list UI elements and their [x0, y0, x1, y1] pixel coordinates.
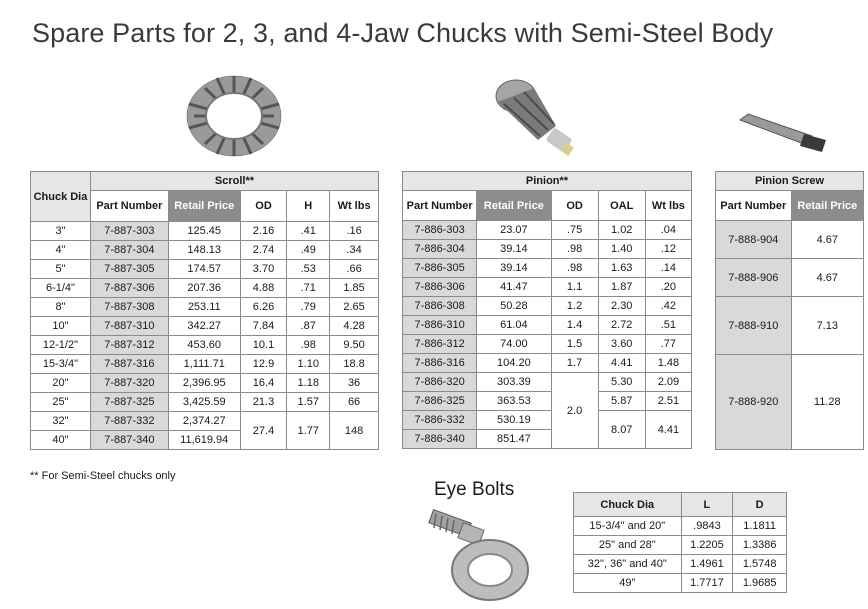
table-cell: 15-3/4": [31, 355, 91, 374]
table-cell: 2.74: [240, 241, 287, 260]
table-cell: .53: [287, 260, 330, 279]
scroll-table: [30, 171, 379, 450]
table-cell: 1.40: [598, 240, 645, 259]
table-row: [403, 297, 692, 316]
table-cell: .42: [645, 297, 691, 316]
table-row: [31, 374, 379, 393]
table-cell: .12: [645, 240, 691, 259]
table-cell: 7-886-325: [403, 392, 477, 411]
table-cell: 4.67: [791, 221, 863, 259]
table-cell: 1.77: [287, 412, 330, 450]
table-cell: .41: [287, 222, 330, 241]
table-cell: 36: [330, 374, 379, 393]
table-cell: 3": [31, 222, 91, 241]
table-row: [31, 241, 379, 260]
pinion-table: [402, 171, 692, 449]
column-header: H: [287, 191, 330, 222]
table-cell: 1.4961: [681, 555, 733, 574]
table-cell: 2,374.27: [168, 412, 240, 431]
table-cell: 7-886-303: [403, 221, 477, 240]
table-cell: 41.47: [477, 278, 551, 297]
table-cell: 5.30: [598, 373, 645, 392]
table-cell: 4.41: [598, 354, 645, 373]
table-cell: 2.51: [645, 392, 691, 411]
table-cell: 1.7717: [681, 574, 733, 593]
table-cell: 25" and 28": [574, 536, 682, 555]
table-cell: 20": [31, 374, 91, 393]
table-cell: 15-3/4" and 20": [574, 517, 682, 536]
table-cell: .51: [645, 316, 691, 335]
table-row: [31, 412, 379, 431]
table-cell: .14: [645, 259, 691, 278]
table-cell: 148: [330, 412, 379, 450]
table-cell: 1.9685: [733, 574, 787, 593]
table-cell: 16.4: [240, 374, 287, 393]
table-cell: 50.28: [477, 297, 551, 316]
table-cell: 1.10: [287, 355, 330, 374]
table-cell: .98: [551, 259, 598, 278]
table-cell: 66: [330, 393, 379, 412]
table-cell: 10.1: [240, 336, 287, 355]
table-cell: 1.1811: [733, 517, 787, 536]
table-row: [716, 297, 864, 355]
pinion-screw-table: [715, 171, 864, 450]
table-cell: .77: [645, 335, 691, 354]
table-cell: 4.41: [645, 411, 691, 449]
table-cell: 3.70: [240, 260, 287, 279]
table-row: [574, 555, 787, 574]
table-cell: 7-886-332: [403, 411, 477, 430]
table-row: [31, 222, 379, 241]
table-cell: 39.14: [477, 240, 551, 259]
table-row: [31, 355, 379, 374]
table-cell: 7-888-910: [716, 297, 792, 355]
column-header: OD: [240, 191, 287, 222]
table-cell: 303.39: [477, 373, 551, 392]
table-cell: 1.87: [598, 278, 645, 297]
table-cell: 125.45: [168, 222, 240, 241]
table-cell: 363.53: [477, 392, 551, 411]
table-cell: 23.07: [477, 221, 551, 240]
table-cell: 1.63: [598, 259, 645, 278]
table-cell: 7-887-316: [90, 355, 168, 374]
table-cell: 1.7: [551, 354, 598, 373]
table-cell: 49": [574, 574, 682, 593]
table-cell: .98: [287, 336, 330, 355]
column-header: Part Number: [403, 191, 477, 221]
table-cell: .49: [287, 241, 330, 260]
table-cell: .20: [645, 278, 691, 297]
table-row: [31, 260, 379, 279]
table-row: [716, 221, 864, 259]
table-cell: 1.02: [598, 221, 645, 240]
table-cell: 61.04: [477, 316, 551, 335]
table-cell: 25": [31, 393, 91, 412]
pinion-gear-image: [490, 74, 580, 158]
table-cell: 12.9: [240, 355, 287, 374]
column-header: L: [681, 493, 733, 517]
table-row: [403, 373, 692, 392]
table-row: [31, 279, 379, 298]
table-cell: 4.28: [330, 317, 379, 336]
table-cell: 11.28: [791, 355, 863, 450]
table-cell: 21.3: [240, 393, 287, 412]
table-cell: 1.4: [551, 316, 598, 335]
table-row: [403, 278, 692, 297]
table-cell: 7-887-320: [90, 374, 168, 393]
table-cell: .71: [287, 279, 330, 298]
column-header: Retail Price: [477, 191, 551, 221]
table-row: [403, 392, 692, 411]
table-row: [403, 240, 692, 259]
table-cell: 5": [31, 260, 91, 279]
table-cell: 4.88: [240, 279, 287, 298]
table-cell: 7-886-308: [403, 297, 477, 316]
eye-bolts-table: [573, 492, 787, 593]
table-cell: 7-886-312: [403, 335, 477, 354]
table-cell: .87: [287, 317, 330, 336]
table-cell: .98: [551, 240, 598, 259]
table-row: [403, 335, 692, 354]
column-header: OAL: [598, 191, 645, 221]
table-cell: 1.18: [287, 374, 330, 393]
table-row: [574, 536, 787, 555]
table-cell: 1.5: [551, 335, 598, 354]
column-header: Retail Price: [168, 191, 240, 222]
column-header: Part Number: [716, 191, 792, 221]
table-cell: .9843: [681, 517, 733, 536]
table-cell: 1.57: [287, 393, 330, 412]
table-cell: 1.5748: [733, 555, 787, 574]
table-cell: 342.27: [168, 317, 240, 336]
table-cell: 7-887-308: [90, 298, 168, 317]
table-cell: 530.19: [477, 411, 551, 430]
table-cell: 40": [31, 431, 91, 450]
table-cell: 6-1/4": [31, 279, 91, 298]
table-row: [403, 259, 692, 278]
table-cell: 39.14: [477, 259, 551, 278]
table-row: [403, 221, 692, 240]
table-cell: 18.8: [330, 355, 379, 374]
table-cell: 7-888-904: [716, 221, 792, 259]
table-row: [574, 517, 787, 536]
table-cell: .79: [287, 298, 330, 317]
table-cell: 1.2: [551, 297, 598, 316]
table-cell: 7-887-305: [90, 260, 168, 279]
table-cell: .34: [330, 241, 379, 260]
table-cell: 7-886-306: [403, 278, 477, 297]
table-cell: 7-886-304: [403, 240, 477, 259]
table-cell: 4": [31, 241, 91, 260]
table-cell: 7-886-310: [403, 316, 477, 335]
table-cell: 5.87: [598, 392, 645, 411]
table-cell: .16: [330, 222, 379, 241]
table-row: [716, 259, 864, 297]
table-cell: 2.0: [551, 373, 598, 449]
table-cell: 453.60: [168, 336, 240, 355]
table-cell: 207.36: [168, 279, 240, 298]
table-cell: 1,111.71: [168, 355, 240, 374]
table-cell: 2.65: [330, 298, 379, 317]
table-cell: 7-887-340: [90, 431, 168, 450]
table-cell: 4.67: [791, 259, 863, 297]
footnote: ** For Semi-Steel chucks only: [30, 470, 176, 482]
table-cell: 851.47: [477, 430, 551, 449]
table-cell: 7.13: [791, 297, 863, 355]
table-cell: 1.1: [551, 278, 598, 297]
table-cell: 7-887-303: [90, 222, 168, 241]
table-cell: 7-887-310: [90, 317, 168, 336]
table-cell: 2.30: [598, 297, 645, 316]
column-header: Chuck Dia: [574, 493, 682, 517]
table-cell: .66: [330, 260, 379, 279]
table-row: [403, 316, 692, 335]
table-cell: 7-888-906: [716, 259, 792, 297]
table-cell: 7-886-320: [403, 373, 477, 392]
page-title: Spare Parts for 2, 3, and 4-Jaw Chucks with Semi-Steel Body: [32, 18, 774, 48]
table-cell: 1.3386: [733, 536, 787, 555]
eye-bolt-image: [424, 504, 536, 604]
table-cell: 27.4: [240, 412, 287, 450]
table-cell: 7-886-305: [403, 259, 477, 278]
table-cell: 2.16: [240, 222, 287, 241]
scroll-gear-image: [185, 70, 283, 158]
table-cell: 12-1/2": [31, 336, 91, 355]
table-cell: 2.72: [598, 316, 645, 335]
table-cell: 3.60: [598, 335, 645, 354]
table-cell: 9.50: [330, 336, 379, 355]
table-cell: 7-887-312: [90, 336, 168, 355]
table-cell: 6.26: [240, 298, 287, 317]
table-cell: 253.11: [168, 298, 240, 317]
table-row: [574, 574, 787, 593]
table-cell: 1.2205: [681, 536, 733, 555]
table-cell: 32": [31, 412, 91, 431]
column-header: D: [733, 493, 787, 517]
table-cell: 2.09: [645, 373, 691, 392]
table-cell: 1.48: [645, 354, 691, 373]
table-cell: 7-887-332: [90, 412, 168, 431]
table-row: [403, 354, 692, 373]
table-cell: 7-886-340: [403, 430, 477, 449]
table-cell: 7-887-304: [90, 241, 168, 260]
table-row: [716, 355, 864, 450]
column-header: Part Number: [90, 191, 168, 222]
table-row: [403, 411, 692, 430]
column-header: Retail Price: [791, 191, 863, 221]
table-cell: .04: [645, 221, 691, 240]
table-cell: 2,396.95: [168, 374, 240, 393]
column-header: OD: [551, 191, 598, 221]
table-cell: 1.85: [330, 279, 379, 298]
pinion-group-header: Pinion**: [403, 172, 692, 191]
pinion-screw-group-header: Pinion Screw: [716, 172, 864, 191]
table-row: [31, 298, 379, 317]
column-header: Wt lbs: [330, 191, 379, 222]
table-cell: 7.84: [240, 317, 287, 336]
table-row: [31, 393, 379, 412]
table-cell: 8": [31, 298, 91, 317]
table-cell: 11,619.94: [168, 431, 240, 450]
table-cell: 10": [31, 317, 91, 336]
table-row: [31, 317, 379, 336]
column-header: Wt lbs: [645, 191, 691, 221]
table-cell: 7-888-920: [716, 355, 792, 450]
eye-bolts-title: Eye Bolts: [434, 479, 515, 500]
table-cell: 7-886-316: [403, 354, 477, 373]
scroll-group-header: Scroll**: [90, 172, 378, 191]
table-cell: 7-887-325: [90, 393, 168, 412]
table-cell: .75: [551, 221, 598, 240]
table-cell: 3,425.59: [168, 393, 240, 412]
table-row: [31, 336, 379, 355]
chuck-dia-header: Chuck Dia: [31, 172, 91, 222]
table-cell: 104.20: [477, 354, 551, 373]
table-cell: 32", 36" and 40": [574, 555, 682, 574]
table-cell: 148.13: [168, 241, 240, 260]
table-cell: 174.57: [168, 260, 240, 279]
pinion-screw-image: [738, 108, 832, 156]
table-cell: 8.07: [598, 411, 645, 449]
table-cell: 7-887-306: [90, 279, 168, 298]
table-cell: 74.00: [477, 335, 551, 354]
